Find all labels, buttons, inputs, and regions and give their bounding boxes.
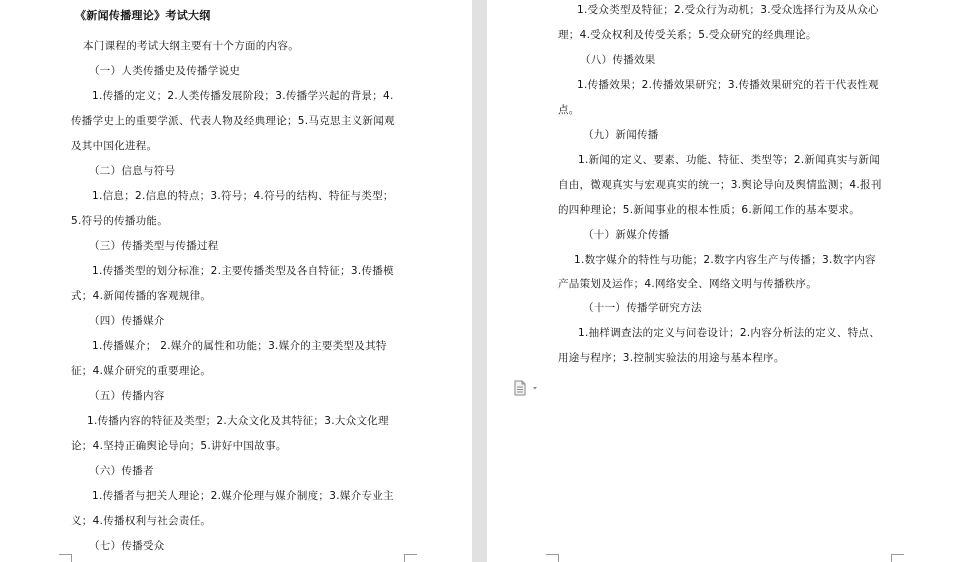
paragraph-line: 1.传播内容的特征及类型；2.大众文化及其特征；3.大众文化理 bbox=[87, 415, 389, 427]
section-heading: （一）人类传播史及传播学说史 bbox=[89, 65, 241, 77]
paragraph-line: 点。 bbox=[558, 104, 580, 116]
paragraph-line: 用途与程序；3.控制实验法的用途与基本程序。 bbox=[558, 352, 785, 364]
document-page-right bbox=[487, 0, 962, 562]
paragraph-line: 征；4.媒介研究的重要理论。 bbox=[71, 365, 212, 377]
section-heading: （五）传播内容 bbox=[89, 390, 165, 402]
paragraph-line: 1.传播效果；2.传播效果研究；3.传播效果研究的若干代表性观 bbox=[577, 79, 879, 91]
page-gap bbox=[472, 0, 487, 562]
paragraph-line: 1.受众类型及特征；2.受众行为动机；3.受众选择行为及从众心 bbox=[577, 4, 879, 16]
paragraph-line: 5.符号的传播功能。 bbox=[71, 215, 169, 227]
paragraph-line: 1.数字媒介的特性与功能；2.数字内容生产与传播；3.数字内容 bbox=[574, 254, 876, 266]
section-heading: （四）传播媒介 bbox=[89, 315, 165, 327]
paragraph-line: 1.传播的定义；2.人类传播发展阶段；3.传播学兴起的背景；4. bbox=[92, 90, 394, 102]
paragraph-line: 理；4.受众权利及传受关系；5.受众研究的经典理论。 bbox=[558, 29, 817, 41]
paragraph-line: 1.传播类型的划分标准；2.主要传播类型及各自特征；3.传播模 bbox=[92, 265, 394, 277]
paragraph-line: 1.新闻的定义、要素、功能、特征、类型等；2.新闻真实与新闻 bbox=[578, 154, 881, 166]
page-corner-mark bbox=[891, 554, 904, 562]
section-heading: （六）传播者 bbox=[89, 465, 154, 477]
section-heading: （九）新闻传播 bbox=[583, 129, 659, 141]
section-heading: （二）信息与符号 bbox=[89, 165, 176, 177]
page-corner-mark bbox=[404, 554, 417, 562]
section-heading: （七）传播受众 bbox=[89, 540, 165, 552]
paragraph-line: 的四种理论；5.新闻事业的根本性质；6.新闻工作的基本要求。 bbox=[558, 204, 861, 216]
paragraph-line: 义；4.传播权利与社会责任。 bbox=[71, 515, 212, 527]
section-heading: （八）传播效果 bbox=[580, 54, 656, 66]
paragraph-line: 自由，微观真实与宏观真实的统一；3.舆论导向及舆情监测；4.报刊 bbox=[558, 179, 882, 191]
section-heading: （十一）传播学研究方法 bbox=[583, 302, 702, 314]
paragraph-line: 及其中国化进程。 bbox=[71, 140, 158, 152]
paragraph-line: 1.传播者与把关人理论；2.媒介伦理与媒介制度；3.媒介专业主 bbox=[92, 490, 394, 502]
paragraph-line: 产品策划及运作；4.网络安全、网络文明与传播秩序。 bbox=[558, 278, 818, 290]
paste-options-icon[interactable] bbox=[514, 380, 542, 396]
document-title: 《新闻传播理论》考试大纲 bbox=[75, 9, 211, 22]
paragraph-line: 1.信息；2.信息的特点；3.符号；4.符号的结构、特征与类型； bbox=[92, 190, 394, 202]
paragraph-line: 论；4.坚持正确舆论导向；5.讲好中国故事。 bbox=[71, 440, 287, 452]
section-heading: （十）新媒介传播 bbox=[583, 229, 670, 241]
section-heading: （三）传播类型与传播过程 bbox=[89, 240, 219, 252]
page-corner-mark bbox=[546, 554, 559, 562]
page-corner-mark bbox=[59, 554, 72, 562]
paragraph-line: 1.传播媒介； 2.媒介的属性和功能；3.媒介的主要类型及其特 bbox=[92, 340, 387, 352]
document-page-left bbox=[0, 0, 472, 562]
paragraph-line: 1.抽样调查法的定义与问卷设计；2.内容分析法的定义、特点、 bbox=[578, 327, 881, 339]
paragraph-line: 传播学史上的重要学派、代表人物及经典理论；5.马克思主义新闻观 bbox=[71, 115, 395, 127]
intro-paragraph: 本门课程的考试大纲主要有十个方面的内容。 bbox=[83, 40, 299, 52]
paragraph-line: 式；4.新闻传播的客观规律。 bbox=[71, 290, 212, 302]
